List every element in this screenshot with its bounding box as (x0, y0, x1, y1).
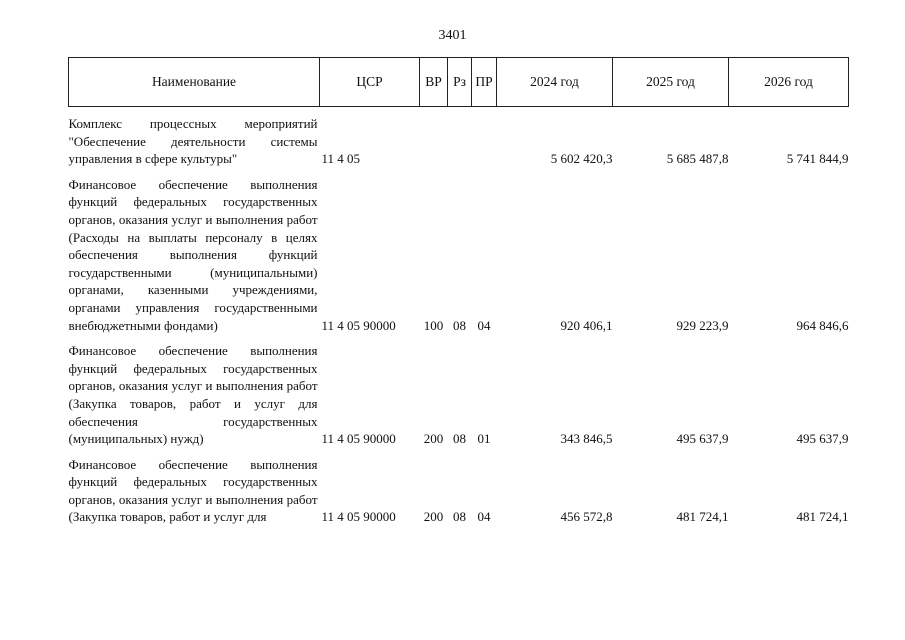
table-row (69, 168, 849, 334)
header-name: Наименование (69, 58, 320, 107)
row-name: Финансовое обеспечение выполнения функций федеральных государственных органов, оказания услуг и выполнения работ (Закупка товаров, работ и услуг для (68, 456, 318, 525)
header-vr: ВР (420, 58, 448, 107)
row-2024: 456 572,8 (560, 509, 613, 525)
header-rz: Рз (448, 58, 472, 107)
row-vr: 200 (423, 509, 444, 525)
header-pr: ПР (472, 58, 497, 107)
row-2026: 481 724,1 (796, 509, 849, 525)
table-row (69, 448, 849, 526)
row-csr: 11 4 05 90000 (321, 509, 396, 525)
table-header-row (69, 58, 849, 107)
row-2025: 5 685 487,8 (666, 151, 729, 167)
table-row (69, 107, 849, 168)
row-name: Финансовое обеспечение выполнения функций федеральных государственных органов, оказания услуг и выполнения работ (Расходы на выплаты персоналу в целях обеспечения выполнения функций государственными (муниципальными) органами, казенными учреждениями, органами управления государственными внебюджетными фондами) (68, 176, 318, 333)
row-2026: 495 637,9 (796, 431, 849, 447)
row-pr: 04 (477, 509, 491, 525)
row-pr (472, 107, 497, 168)
row-pr: 01 (477, 431, 491, 447)
page-number: 3401 (438, 28, 467, 43)
header-2026: 2026 год (729, 58, 849, 107)
row-vr: 100 (423, 317, 444, 333)
row-csr: 11 4 05 90000 (321, 431, 396, 447)
row-vr (420, 107, 448, 168)
row-rz: 08 (453, 431, 466, 447)
header-2024: 2024 год (497, 58, 613, 107)
row-2025: 495 637,9 (676, 431, 729, 447)
row-2024: 920 406,1 (560, 317, 613, 333)
header-2025: 2025 год (613, 58, 729, 107)
row-name: Комплекс процессных мероприятий "Обеспечение деятельности системы управления в сфере культуры" (68, 116, 318, 167)
row-2025: 929 223,9 (676, 317, 729, 333)
row-2026: 5 741 844,9 (786, 151, 849, 167)
row-vr: 200 (423, 431, 444, 447)
row-2024: 343 846,5 (560, 431, 613, 447)
table-row (69, 334, 849, 448)
row-rz: 08 (453, 509, 466, 525)
row-csr: 11 4 05 90000 (321, 317, 396, 333)
row-name: Финансовое обеспечение выполнения функций федеральных государственных органов, оказания услуг и выполнения работ (Закупка товаров, работ и услуг для обеспечения государственных (муниципальных) нужд) (68, 343, 318, 447)
row-pr: 04 (477, 317, 491, 333)
row-csr: 11 4 05 (321, 151, 361, 167)
row-2025: 481 724,1 (676, 509, 729, 525)
row-rz: 08 (453, 317, 466, 333)
row-rz (448, 107, 472, 168)
row-2026: 964 846,6 (796, 317, 849, 333)
header-csr: ЦСР (320, 58, 420, 107)
budget-table (68, 57, 849, 526)
row-2024: 5 602 420,3 (550, 151, 613, 167)
